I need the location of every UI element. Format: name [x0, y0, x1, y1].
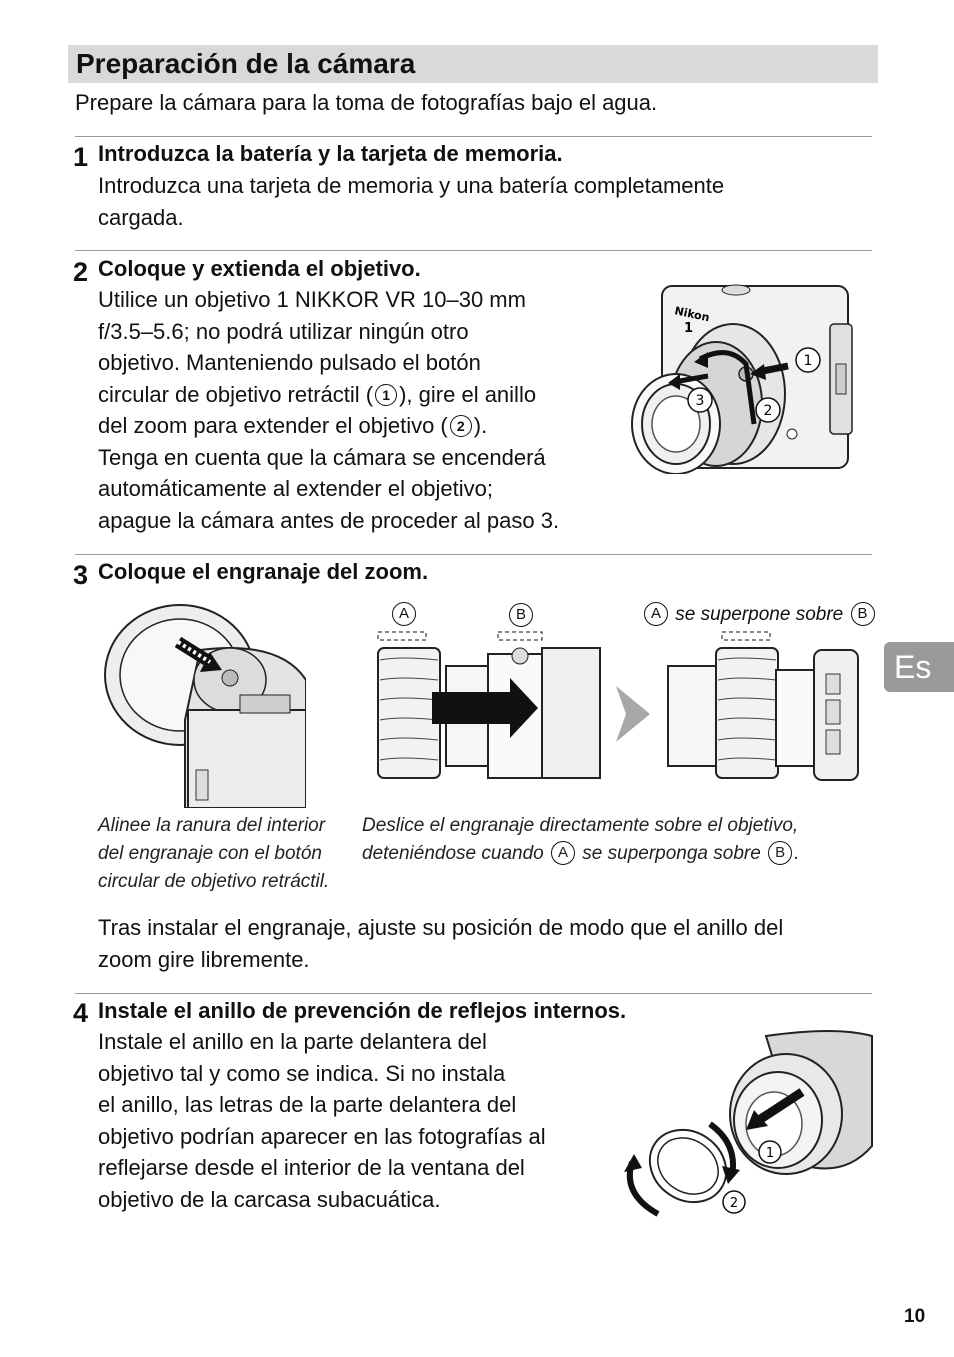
caption-slide: Deslice el engranaje directamente sobre el objetivo, deteniéndose cuando A se superponga sobre B . [362, 815, 800, 864]
step-1-body [98, 170, 724, 233]
figure-marker-2: 2 [763, 403, 773, 419]
figure-marker-1: 1 [803, 353, 813, 369]
figure-marker-2: 2 [729, 1196, 739, 1211]
body-line: Instale el anillo en la parte delantera del [98, 1029, 487, 1054]
camera-lens-illustration [628, 284, 856, 474]
body-line: Tenga en cuenta que la cámara se encenderá [98, 444, 546, 470]
body-line: Introduzca una tarjeta de memoria y una batería completamente [98, 173, 725, 198]
body-line: objetivo podrían aparecer en las fotografías al [98, 1123, 546, 1149]
body-line: objetivo de la carcasa subacuática. [98, 1186, 441, 1212]
body-line: objetivo. Manteniendo pulsado el botón [98, 350, 481, 375]
divider [75, 993, 872, 994]
step-1-number: 1 [73, 142, 89, 172]
body-line: zoom gire libremente. [98, 946, 310, 972]
page-number: 10 [904, 1306, 926, 1327]
camera-model-text: 1 [684, 321, 694, 336]
body-line: circular de objetivo retráctil ( 1 ), gire el anillo [98, 381, 537, 407]
divider [75, 250, 872, 251]
body-line: f/3.5–5.6; no podrá utilizar ningún otro [98, 318, 469, 344]
page-title: Preparación de la cámara [76, 48, 416, 79]
step-1-title: Introduzca la batería y la tarjeta de memoria. [98, 141, 563, 166]
step-3-after-text [98, 912, 783, 975]
body-line: apague la cámara antes de proceder al paso 3. [98, 507, 560, 533]
step-2-title: Coloque y extienda el objetivo. [98, 256, 421, 281]
step-3-title: Coloque el engranaje del zoom. [98, 559, 429, 584]
caption-align: Alinee la ranura del interior del engranaje con el botón circular de objetivo retráctil. [98, 815, 330, 892]
gear-positioned-illustration [666, 630, 862, 782]
marker-2-icon: 2 [450, 415, 472, 437]
camera-brand-text: Nikon [673, 304, 711, 325]
step-3-number: 3 [73, 560, 89, 590]
step-4-number: 4 [73, 998, 89, 1028]
body-line: objetivo tal y como se indica. Si no instala [98, 1060, 506, 1086]
marker-1-icon: 1 [375, 384, 397, 406]
anti-reflection-ring-illustration [616, 1026, 874, 1222]
zoom-gear-align-illustration [100, 600, 306, 808]
step-2-number: 2 [73, 257, 89, 287]
next-arrow-icon [612, 686, 652, 742]
figure-marker-1: 1 [765, 1146, 775, 1161]
divider [75, 136, 872, 137]
step-4-title: Instale el anillo de prevención de reflejos internos. [98, 998, 627, 1023]
body-line: Tras instalar el engranaje, ajuste su posición de modo que el anillo del [98, 915, 784, 940]
figure-marker-3: 3 [695, 393, 705, 409]
label-b: B [507, 603, 535, 627]
body-line: automáticamente al extender el objetivo; [98, 476, 494, 501]
step-2-body [98, 284, 559, 536]
language-tab: Es [884, 642, 954, 692]
gear-slide-illustration [370, 630, 602, 782]
body-line: del zoom para extender el objetivo ( 2 ). [98, 413, 488, 438]
step-4-body [98, 1026, 546, 1215]
body-line: reflejarse desde el interior de la ventana del [98, 1155, 525, 1180]
label-a: A [390, 602, 418, 626]
body-line: el anillo, las letras de la parte delantera del [98, 1092, 517, 1117]
intro-text: Prepare la cámara para la toma de fotografías bajo el agua. [75, 90, 658, 115]
body-line: cargada. [98, 204, 184, 230]
divider [75, 554, 872, 555]
section-title-bar [68, 45, 878, 83]
overlap-label: A se superpone sobre B [642, 602, 877, 626]
body-line: Utilice un objetivo 1 NIKKOR VR 10–30 mm [98, 287, 526, 312]
